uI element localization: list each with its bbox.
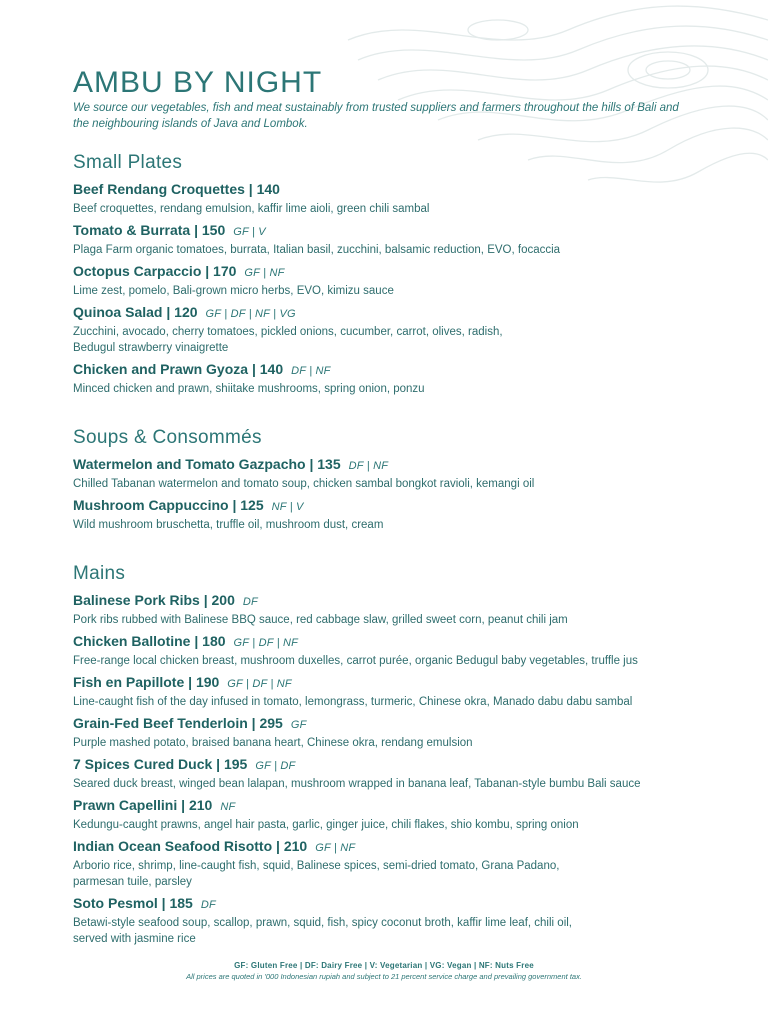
item-name: Fish en Papillote | 190 [73,674,220,690]
item-name: Mushroom Cappuccino | 125 [73,497,264,513]
item-tags: GF | NF [315,842,356,854]
item-description: Zucchini, avocado, cherry tomatoes, pickled onions, cucumber, carrot, olives, radish, Bedugul strawberry vinaigrette [73,326,503,354]
menu-item [73,496,713,533]
item-description: Pork ribs rubbed with Balinese BBQ sauce, red cabbage slaw, grilled sweet corn, peanut chili jam [73,614,568,626]
item-tags: GF | DF | NF | VG [205,308,296,320]
menu-item [73,303,713,356]
item-tags: DF | NF [291,365,331,377]
item-description: Arborio rice, shrimp, line-caught fish, squid, Balinese spices, semi-dried tomato, Grana Padano, parmesan tuile, parsley [73,860,560,888]
menu-item [73,632,713,669]
item-name: Chicken and Prawn Gyoza | 140 [73,361,284,377]
menu-item [73,455,713,492]
item-name: Quinoa Salad | 120 [73,304,198,320]
item-description: Kedungu-caught prawns, angel hair pasta, garlic, ginger juice, chili flakes, shio kombu, spring onion [73,819,579,831]
item-tags: GF | DF | NF [233,637,299,649]
item-tags: DF | NF [348,460,389,472]
item-description: Betawi-style seafood soup, scallop, prawn, squid, fish, spicy coconut broth, kaffir lime leaf, chili oil, served with jasmine rice [73,917,572,945]
section-title: Small Plates [73,152,183,173]
item-description: Chilled Tabanan watermelon and tomato soup, chicken sambal bongkot ravioli, kemangi oil [73,478,535,490]
item-name: Chicken Ballotine | 180 [73,633,226,649]
section-title: Mains [73,563,126,584]
menu-page [73,66,713,951]
menu-item [73,755,713,792]
item-tags: NF | V [271,501,304,513]
small-plates-section [73,152,713,397]
item-description: Lime zest, pomelo, Bali-grown micro herbs, EVO, kimizu sauce [73,285,394,297]
item-tags: DF [200,899,216,911]
menu-item [73,262,713,299]
menu-footer [0,961,768,981]
menu-title: AMBU BY NIGHT [73,66,323,99]
menu-item [73,221,713,258]
item-description: Line-caught fish of the day infused in tomato, lemongrass, turmeric, Chinese okra, Manado dabu dabu sambal [73,696,633,708]
item-name: 7 Spices Cured Duck | 195 [73,756,248,772]
menu-item [73,894,713,947]
menu-intro: We source our vegetables, fish and meat sustainably from trusted suppliers and farmers throughout the hills of Bali and the neighbouring islands of Java and Lombok. [73,102,679,130]
item-tags: DF [242,596,258,608]
item-name: Beef Rendang Croquettes | 140 [73,181,280,197]
menu-item [73,714,713,751]
dietary-legend: GF: Gluten Free | DF: Dairy Free | V: Vegetarian | VG: Vegan | NF: Nuts Free [234,961,534,970]
item-tags: GF | V [233,226,266,238]
menu-item [73,360,713,397]
item-name: Balinese Pork Ribs | 200 [73,592,235,608]
menu-item [73,180,713,217]
section-title: Soups & Consommés [73,427,262,448]
item-name: Tomato & Burrata | 150 [73,222,226,238]
item-name: Prawn Capellini | 210 [73,797,213,813]
menu-item [73,796,713,833]
menu-item [73,837,713,890]
item-description: Wild mushroom bruschetta, truffle oil, mushroom dust, cream [73,519,384,531]
item-description: Minced chicken and prawn, shiitake mushrooms, spring onion, ponzu [73,383,425,395]
item-description: Seared duck breast, winged bean lalapan, mushroom wrapped in banana leaf, Tabanan-style bumbu Bali sauce [73,778,641,790]
menu-item [73,673,713,710]
item-name: Soto Pesmol | 185 [73,895,193,911]
item-name: Octopus Carpaccio | 170 [73,263,237,279]
item-description: Free-range local chicken breast, mushroom duxelles, carrot purée, organic Bedugul baby vegetables, truffle jus [73,655,638,667]
item-tags: GF | NF [244,267,285,279]
soups-section [73,427,713,533]
item-name: Indian Ocean Seafood Risotto | 210 [73,838,308,854]
item-description: Beef croquettes, rendang emulsion, kaffir lime aioli, green chili sambal [73,203,430,215]
item-name: Grain-Fed Beef Tenderloin | 295 [73,715,283,731]
item-tags: GF | DF [255,760,296,772]
item-tags: NF [220,801,236,813]
item-description: Plaga Farm organic tomatoes, burrata, Italian basil, zucchini, balsamic reduction, EVO, focaccia [73,244,561,256]
item-tags: GF [290,719,307,731]
price-note: All prices are quoted in '000 Indonesian rupiah and subject to 21 percent service charge and prevailing government tax. [186,972,582,981]
mains-section [73,563,713,947]
menu-item [73,591,713,628]
item-name: Watermelon and Tomato Gazpacho | 135 [73,456,341,472]
item-description: Purple mashed potato, braised banana heart, Chinese okra, rendang emulsion [73,737,473,749]
item-tags: GF | DF | NF [227,678,292,690]
